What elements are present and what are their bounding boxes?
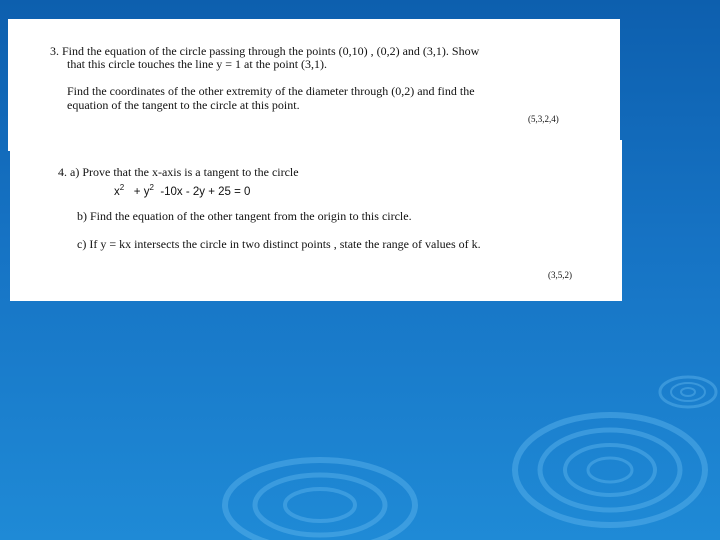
problem-4-card <box>10 140 622 301</box>
eq-plus-y: + y <box>133 186 150 198</box>
eq-x: x <box>114 186 120 198</box>
problem-3-line-3: Find the coordinates of the other extremity of the diameter through (0,2) and find the <box>67 84 475 98</box>
problem-3-line-1: 3. Find the equation of the circle passing through the points (0,10) , (0,2) and (3,1). Show <box>50 44 480 58</box>
problem-4-part-b: b) Find the equation of the other tangent from the origin to this circle. <box>77 209 412 223</box>
problem-3-line-2: that this circle touches the line y = 1 at the point (3,1). <box>67 57 328 71</box>
circle-equation <box>114 181 250 199</box>
problem-4-part-a: 4. a) Prove that the x-axis is a tangent to the circle <box>58 165 299 179</box>
problem-3-line-4: equation of the tangent to the circle at this point. <box>67 98 300 112</box>
eq-rest: -10x - 2y + 25 = 0 <box>160 186 251 198</box>
problem-4-marks: (3,5,2) <box>548 270 572 280</box>
problem-3-card <box>8 19 620 151</box>
problem-3-marks: (5,3,2,4) <box>528 114 559 124</box>
problem-4-part-c: c) If y = kx intersects the circle in two distinct points , state the range of values of k. <box>77 237 481 251</box>
eq-x-exponent: 2 <box>119 183 125 192</box>
eq-y-exponent: 2 <box>149 183 154 192</box>
